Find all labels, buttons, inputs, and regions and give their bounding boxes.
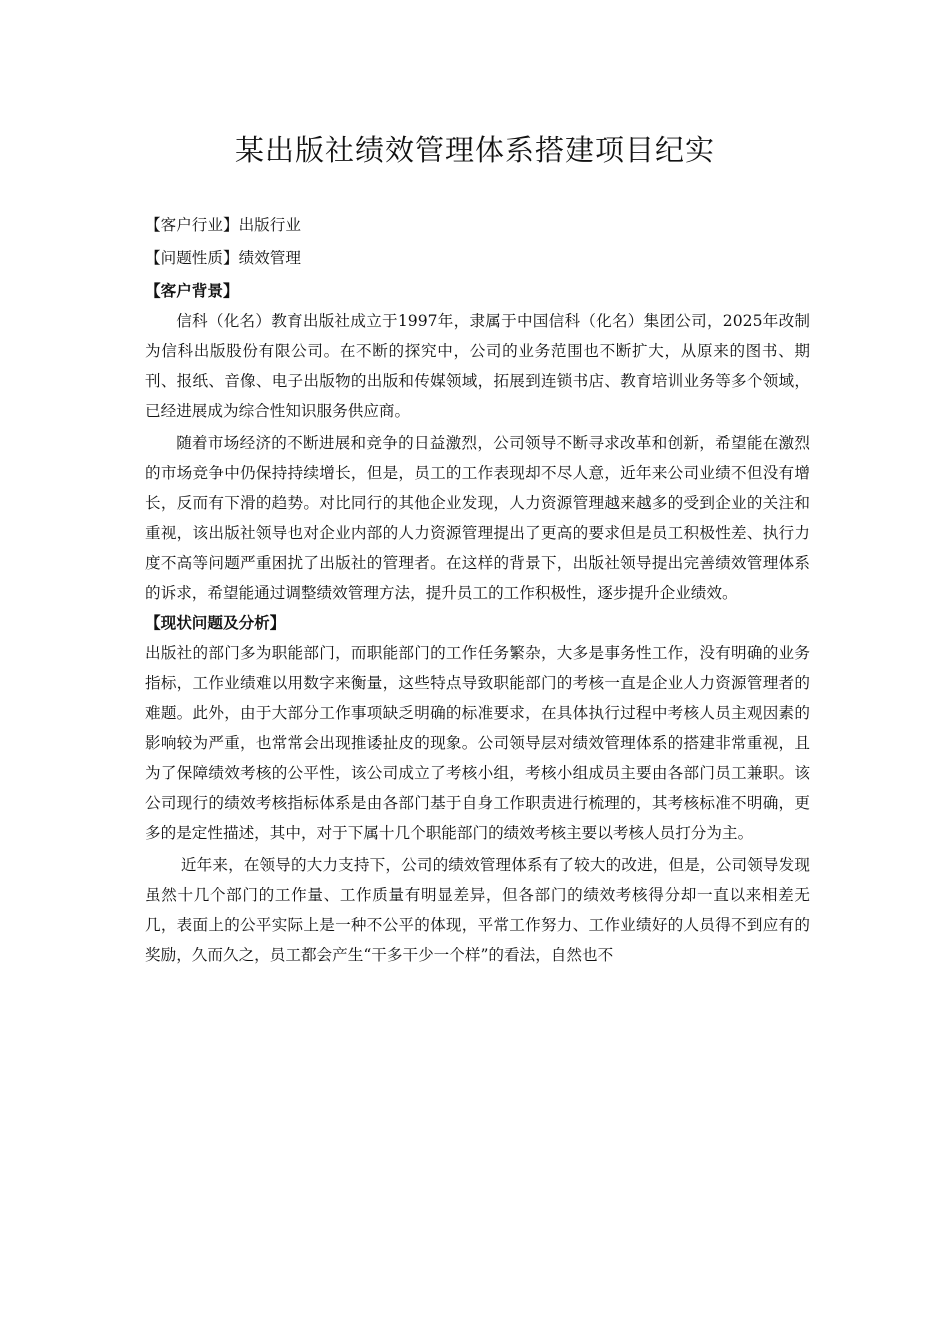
background-paragraph-1: 信科（化名）教育出版社成立于1997年，隶属于中国信科（化名）集团公司，2025年改制为信科出版股份有限公司。在不断的探究中，公司的业务范围也不断扩大，从原来的图书、期刊、报纸、音像、电子出版物的出版和传媒领域，拓展到连锁书店、教育培训业务等多个领域，已经进展成为综合性知识服务供应商。 xyxy=(145,312,810,420)
background-heading: 【客户背景】 xyxy=(145,281,239,300)
document-body xyxy=(145,210,810,970)
analysis-heading: 【现状问题及分析】 xyxy=(145,613,286,632)
analysis-paragraph-2: 近年来，在领导的大力支持下，公司的绩效管理体系有了较大的改进，但是，公司领导发现虽然十几个部门的工作量、工作质量有明显差异，但各部门的绩效考核得分却一直以来相差无几，表面上的公平实际上是一种不公平的体现，平常工作努力、工作业绩好的人员得不到应有的奖励，久而久之，员工都会产生“干多干少一个样”的看法，自然也不 xyxy=(145,856,810,964)
client-industry-line: 【客户行业】出版行业 xyxy=(145,216,301,234)
background-paragraph-2: 随着市场经济的不断进展和竞争的日益激烈，公司领导不断寻求改革和创新，希望能在激烈的市场竞争中仍保持持续增长，但是，员工的工作表现却不尽人意，近年来公司业绩不但没有增长，反而有下滑的趋势。对比同行的其他企业发现，人力资源管理越来越多的受到企业的关注和重视，该出版社领导也对企业内部的人力资源管理提出了更高的要求但是员工积极性差、执行力度不高等问题严重困扰了出版社的管理者。在这样的背景下，出版社领导提出完善绩效管理体系的诉求，希望能通过调整绩效管理方法，提升员工的工作积极性，逐步提升企业绩效。 xyxy=(145,434,810,602)
issue-type-line: 【问题性质】绩效管理 xyxy=(145,249,301,267)
document-title: 某出版社绩效管理体系搭建项目纪实 xyxy=(234,133,715,167)
analysis-paragraph-1: 出版社的部门多为职能部门，而职能部门的工作任务繁杂，大多是事务性工作，没有明确的业务指标，工作业绩难以用数字来衡量，这些特点导致职能部门的考核一直是企业人力资源管理者的难题。此外，由于大部分工作事项缺乏明确的标准要求，在具体执行过程中考核人员主观因素的影响较为严重，也常常会出现推诿扯皮的现象。公司领导层对绩效管理体系的搭建非常重视，且为了保障绩效考核的公平性，该公司成立了考核小组，考核小组成员主要由各部门员工兼职。该公司现行的绩效考核指标体系是由各部门基于自身工作职责进行梳理的，其考核标准不明确，更多的是定性描述，其中，对于下属十几个职能部门的绩效考核主要以考核人员打分为主。 xyxy=(145,644,810,842)
